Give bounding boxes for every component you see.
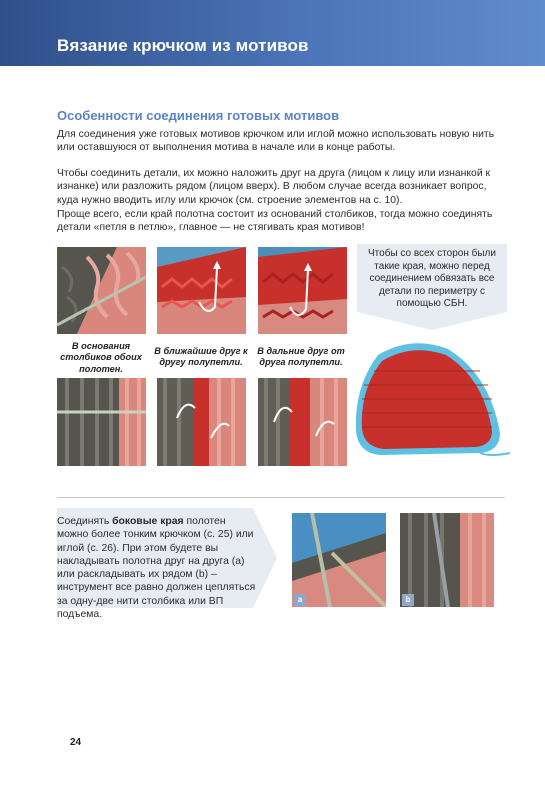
- callout-text: Чтобы со всех сторон были такие края, можно перед соединением обвязать все детали по периметру с помощью СБН.: [368, 248, 496, 309]
- side-edges-text: [57, 515, 257, 621]
- caption-far-loops: В дальние друг от друга полупетли.: [257, 346, 345, 368]
- section-title: Особенности соединения готовых мотивов: [57, 108, 340, 123]
- header-banner: [0, 0, 545, 66]
- photo-near-loops-joined: [157, 378, 246, 466]
- side-edges-text-end: полотен можно более тонким крючком (с. 25) или иглой (с. 26). При этом будете вы накладывать полотна друг на друга (а) или раскладывать их рядом (b) – инструмент все равно должен цепляться за одну-две нити столбика или ВП подъема.: [57, 516, 256, 621]
- side-edges-text-bold: боковые края: [112, 516, 184, 527]
- photo-far-loops-joined: [258, 378, 347, 466]
- photo-base-stitches: [57, 247, 146, 334]
- intro-paragraph: Для соединения уже готовых мотивов крючком или иглой можно использовать новую нить или оставшуюся от выполнения мотива в начале или в конце работы.: [57, 129, 495, 154]
- side-edges-text-start: Соединять: [57, 516, 113, 527]
- photo-side-by-side-edges: [400, 513, 494, 607]
- photo-near-loops: [157, 247, 246, 334]
- placement-paragraph: Чтобы соединить детали, их можно наложить друг на друга (лицом к лицу или изнанкой к изнанке) или разложить рядом (лицом вверх). В любом случае всегда возникает вопрос, куда нужно вводить иглу или крючок (см. строение элементов на с. 10).: [57, 168, 491, 206]
- caption-base-stitches: В основания столбиков обоих полотен.: [60, 341, 142, 374]
- photo-tag-a: a: [294, 594, 306, 606]
- section-divider: [57, 497, 505, 498]
- page-header-title: Вязание крючком из мотивов: [57, 36, 309, 55]
- edged-swatch-photo: [340, 335, 510, 465]
- page-number: 24: [70, 737, 82, 748]
- photo-base-stitches-joined: [57, 378, 146, 466]
- caption-near-loops: В ближайшие друг к другу полупетли.: [154, 346, 248, 368]
- loop-paragraph: Проще всего, если край полотна состоит из оснований столбиков, тогда можно соединять детали «петля в петлю», главное — не стягивать края мотивов!: [57, 209, 493, 234]
- photo-far-loops: [258, 247, 347, 334]
- photo-overlapped-edges: [292, 513, 386, 607]
- photo-tag-b: b: [402, 594, 414, 606]
